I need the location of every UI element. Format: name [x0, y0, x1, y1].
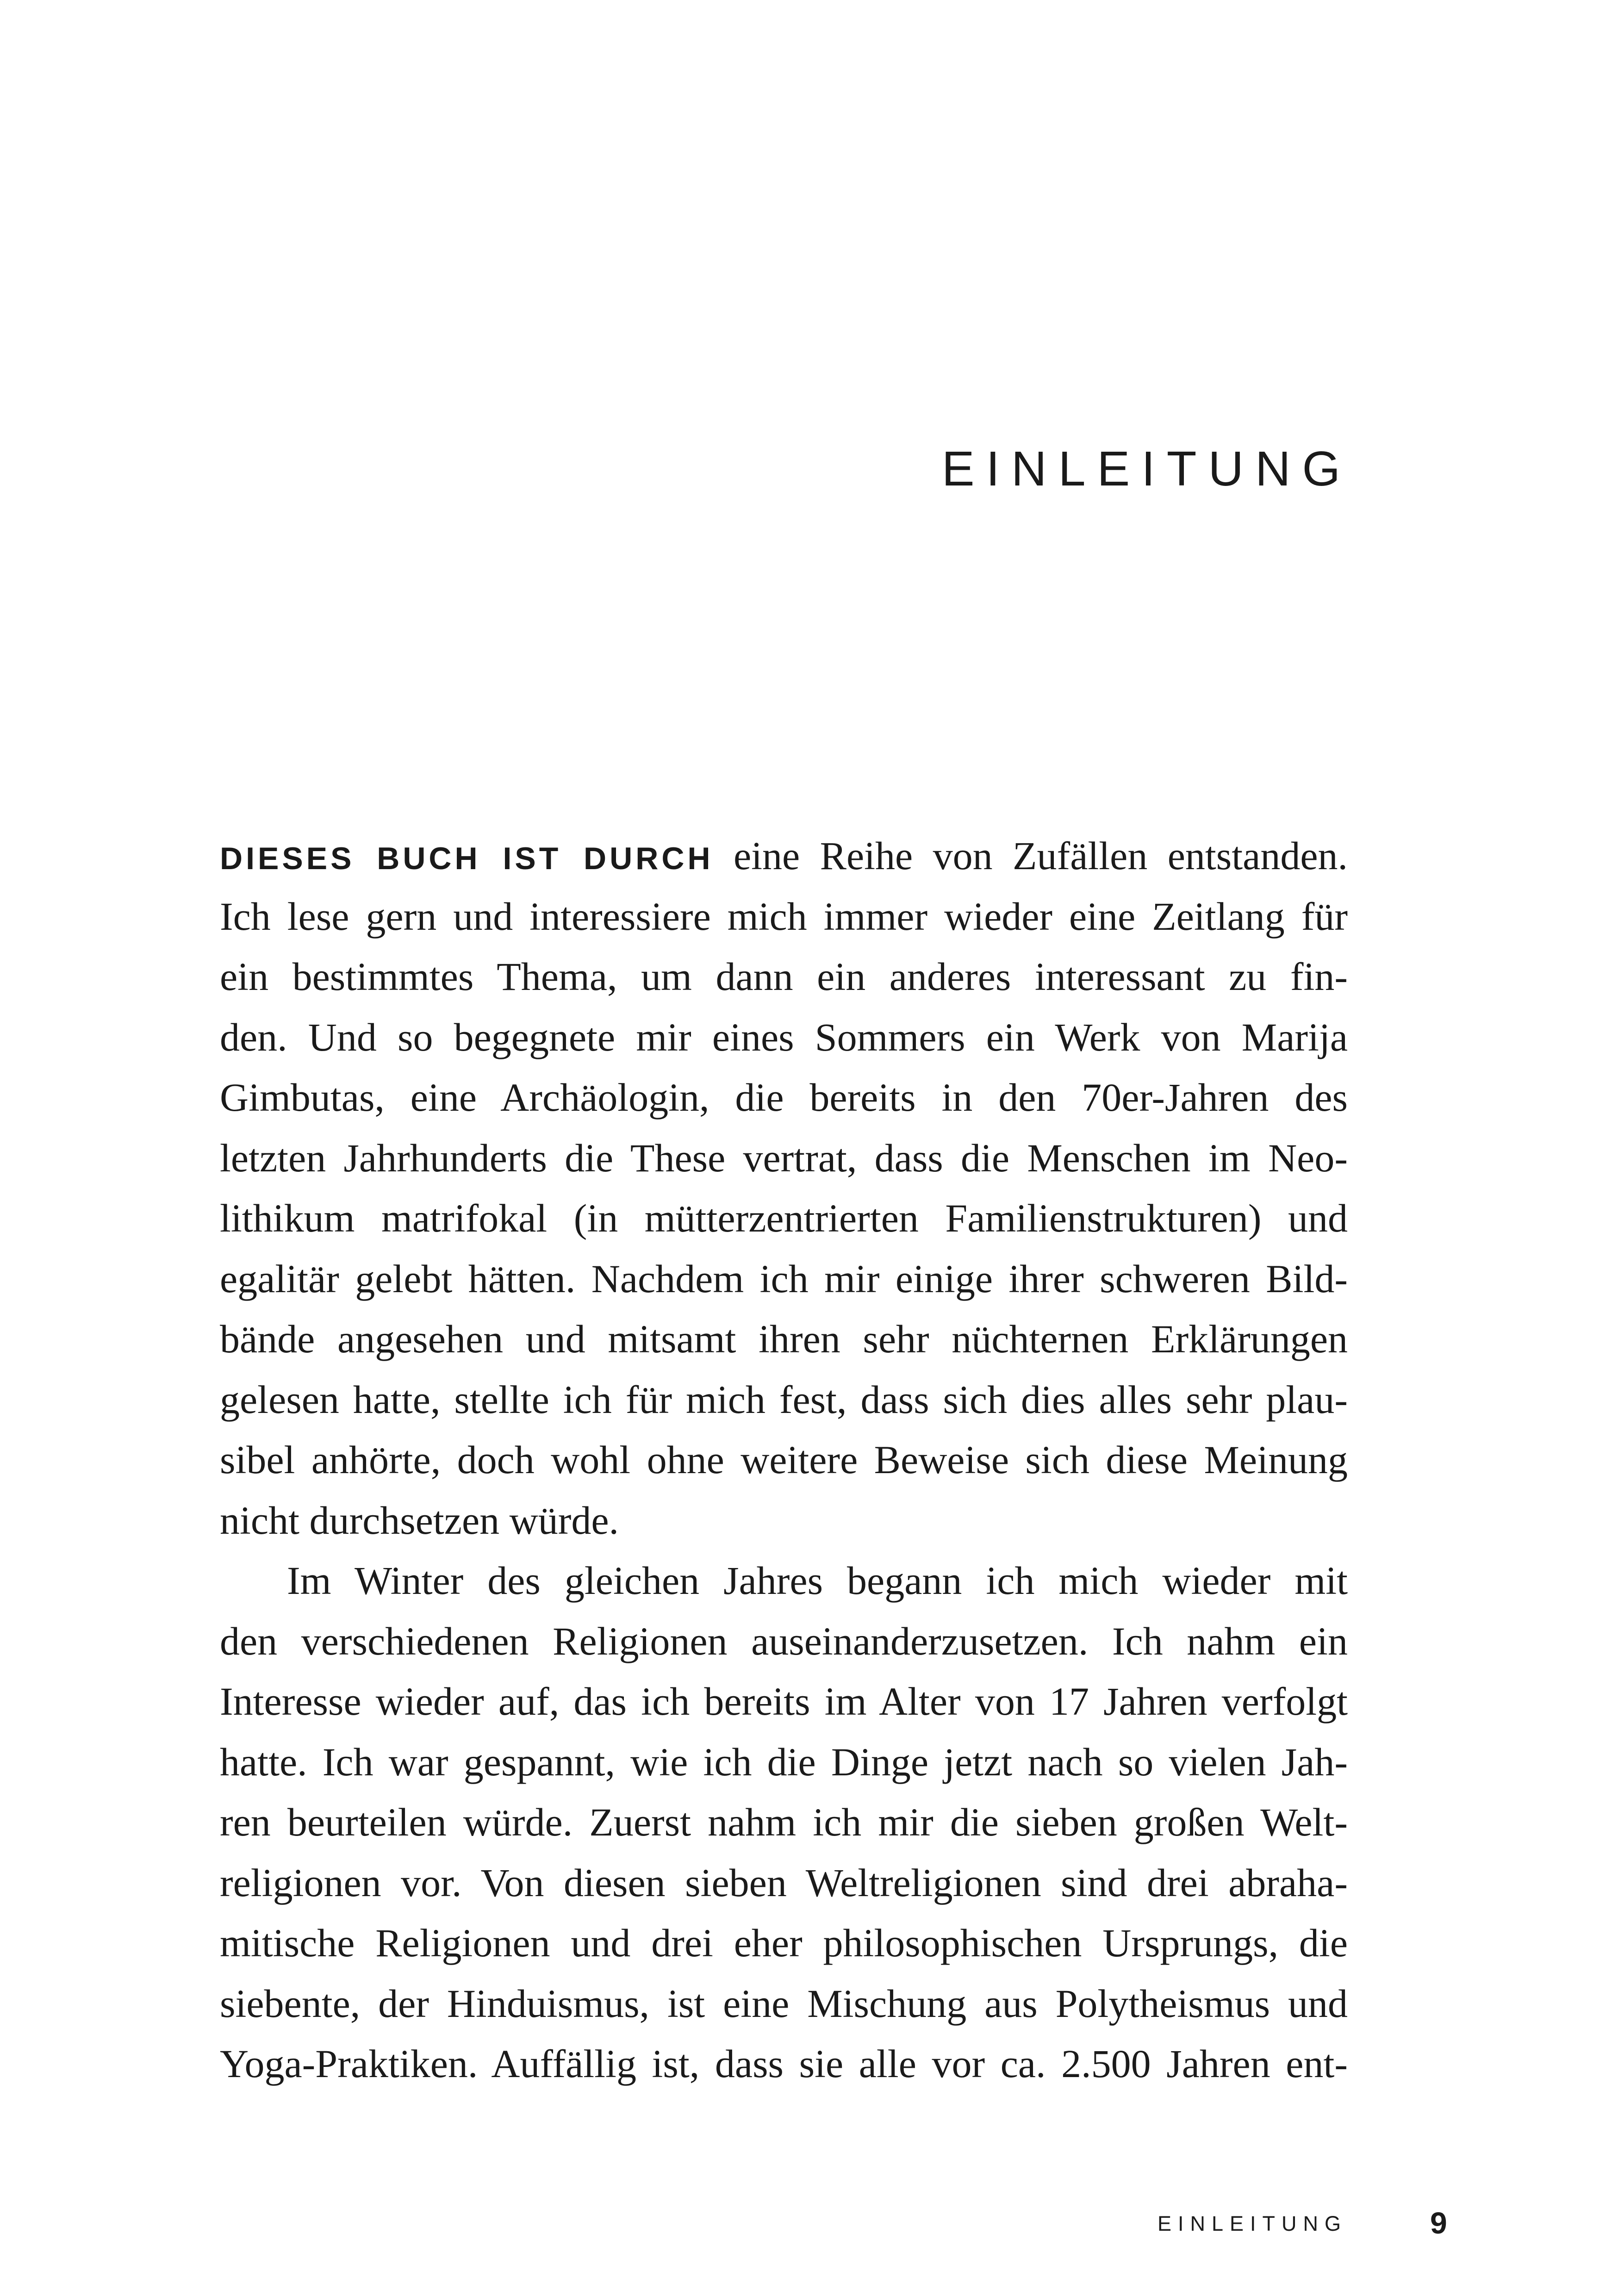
text-line: gelesen hatte, stellte ich für mich fest, dass sich dies alles sehr plau-	[220, 1377, 1348, 1422]
text-line: den. Und so begegnete mir eines Sommers ein Werk von Marija	[220, 1014, 1348, 1059]
lead-in-smallcaps: DIESES BUCH IST DURCH	[220, 841, 714, 876]
text-line: Im Winter des gleichen Jahres begann ich mich wieder mit	[287, 1558, 1348, 1603]
text-line: bände angesehen und mitsamt ihren sehr nüchternen Erklärungen	[220, 1317, 1348, 1361]
text-line	[220, 826, 1348, 886]
text-line: egalitär gelebt hätten. Nachdem ich mir einige ihrer schweren Bild-	[220, 1256, 1348, 1301]
text-line: siebente, der Hinduismus, ist eine Mischung aus Polytheismus und	[220, 1981, 1348, 2026]
text-line: ein bestimmtes Thema, um dann ein anderes interessant zu fin-	[220, 954, 1348, 999]
text-line: mitische Religionen und drei eher philosophischen Ursprungs, die	[220, 1921, 1348, 1965]
text-line: Gimbutas, eine Archäologin, die bereits in den 70er-Jahren des	[220, 1075, 1348, 1120]
text-line: sibel anhörte, doch wohl ohne weitere Beweise sich diese Meinung	[220, 1437, 1348, 1482]
text-line: Ich lese gern und interessiere mich immer wieder eine Zeitlang für	[220, 894, 1348, 939]
running-head: EINLEITUNG	[1157, 2212, 1347, 2235]
text-line: ren beurteilen würde. Zuerst nahm ich mir die sieben großen Welt-	[220, 1800, 1348, 1844]
page-number: 9	[1430, 2206, 1447, 2240]
text-line-content: eine Reihe von Zufällen entstanden.	[713, 834, 1348, 878]
text-line: letzten Jahrhunderts die These vertrat, dass die Menschen im Neo-	[220, 1135, 1348, 1180]
text-line: lithikum matrifokal (in mütterzentrierten Familienstrukturen) und	[220, 1196, 1348, 1240]
text-line: nicht durchsetzen würde.	[220, 1498, 619, 1543]
text-line: Yoga-Praktiken. Auffällig ist, dass sie alle vor ca. 2.500 Jahren ent-	[220, 2041, 1348, 2086]
text-line: hatte. Ich war gespannt, wie ich die Dinge jetzt nach so vielen Jah-	[220, 1739, 1348, 1784]
text-line: den verschiedenen Religionen auseinanderzusetzen. Ich nahm ein	[220, 1618, 1348, 1663]
chapter-title: EINLEITUNG	[941, 442, 1352, 496]
body-text	[220, 826, 1348, 2094]
text-line: religionen vor. Von diesen sieben Weltreligionen sind drei abraha-	[220, 1860, 1348, 1905]
text-line: Interesse wieder auf, das ich bereits im Alter von 17 Jahren verfolgt	[220, 1679, 1348, 1724]
